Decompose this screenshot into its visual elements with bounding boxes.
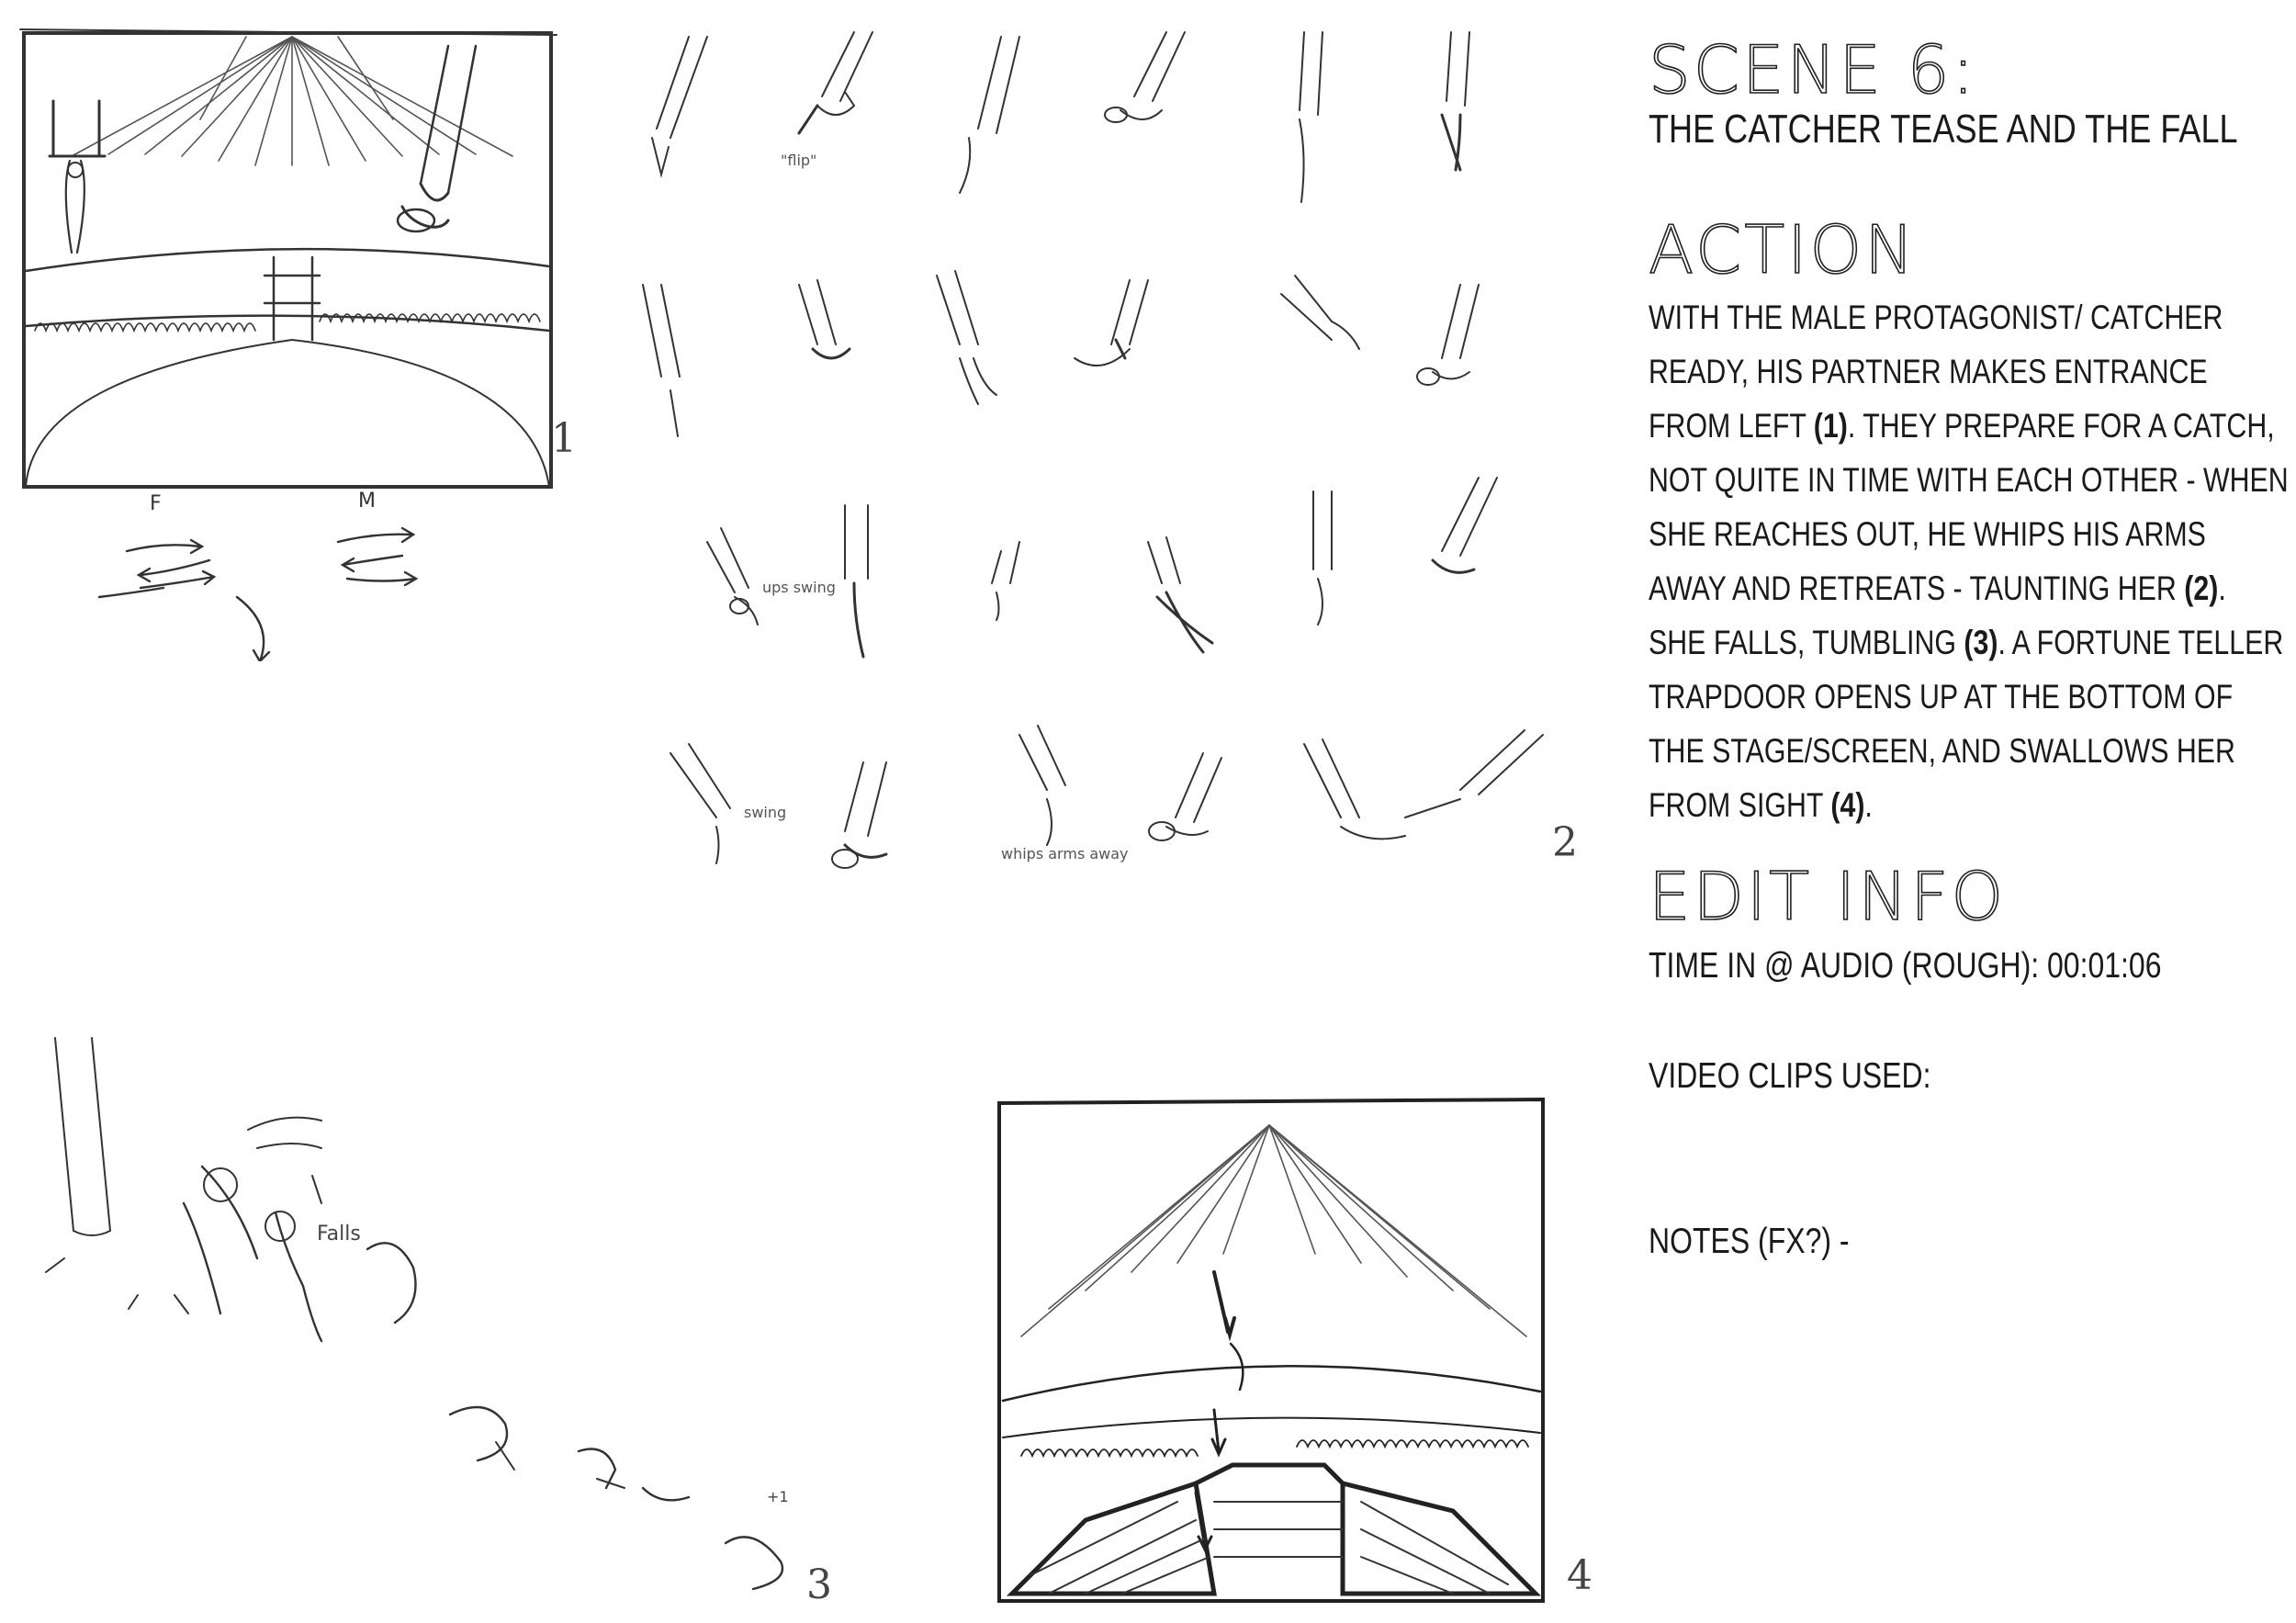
sketch-label-swing: swing [744, 804, 787, 821]
sketch-label-plus-one: +1 [767, 1488, 789, 1505]
sketch-label-f: F [150, 492, 162, 515]
scene-title: SCENE 6: [1649, 31, 1977, 108]
action-section [1649, 211, 2291, 832]
action-description [1649, 290, 2289, 832]
sketch-label-ups-swing: ups swing [762, 579, 836, 596]
action-text-segment: WITH THE MALE PROTAGONIST/ CATCHER READY, HIS PARTNER MAKES ENTRANCE FROM LEFT [1649, 299, 2223, 445]
action-text-segment: . THEY PREPARE FOR A CATCH, NOT QUITE IN TIME WITH EACH OTHER - WHEN SHE REACHES OUT, HE WHIPS HIS ARMS AWAY AND RETREATS - TAUNTING HER [1649, 407, 2289, 607]
sketch-panel-4 [994, 1098, 1554, 1612]
sketch-panel-2 [634, 28, 1598, 900]
panel-number-4: 4 [1567, 1552, 1593, 1599]
sketch-label-whips-arms: whips arms away [1001, 845, 1129, 862]
video-clips-used: VIDEO CLIPS USED: [1649, 1056, 1931, 1096]
sketch-label-falls: Falls [317, 1223, 361, 1245]
scene-text-column [1649, 31, 2291, 832]
edit-info-heading: EDIT INFO [1649, 858, 2007, 935]
panel-reference: (2) [2184, 569, 2219, 607]
sketch-label-flip: "flip" [781, 152, 817, 169]
sketch-panel-3 [37, 1029, 817, 1617]
edit-info-section [1649, 858, 2162, 1261]
panel-number-1: 1 [551, 415, 577, 462]
panel-number-2: 2 [1552, 819, 1578, 866]
action-text-segment: . A FORTUNE TELLER TRAPDOOR OPENS UP AT THE BOTTOM OF THE STAGE/SCREEN, AND SWALLOWS HER FROM SIGHT [1649, 624, 2284, 824]
sketch-label-m: M [358, 490, 376, 513]
panel-reference: (3) [1964, 624, 1998, 661]
action-text-segment: . [1864, 786, 1873, 824]
sketch-panel-1 [17, 28, 577, 661]
scene-subtitle: THE CATCHER TEASE AND THE FALL [1649, 107, 2238, 152]
panel-reference: (4) [1830, 786, 1865, 824]
notes-fx: NOTES (FX?) - [1649, 1222, 1850, 1261]
action-text-segment: . SHE FALLS, TUMBLING [1649, 569, 2226, 661]
panel-number-3: 3 [806, 1561, 832, 1608]
time-in-audio: TIME IN @ AUDIO (ROUGH): 00:01:06 [1649, 946, 2162, 986]
panel-reference: (1) [1813, 407, 1848, 445]
action-heading: ACTION [1649, 211, 1918, 288]
